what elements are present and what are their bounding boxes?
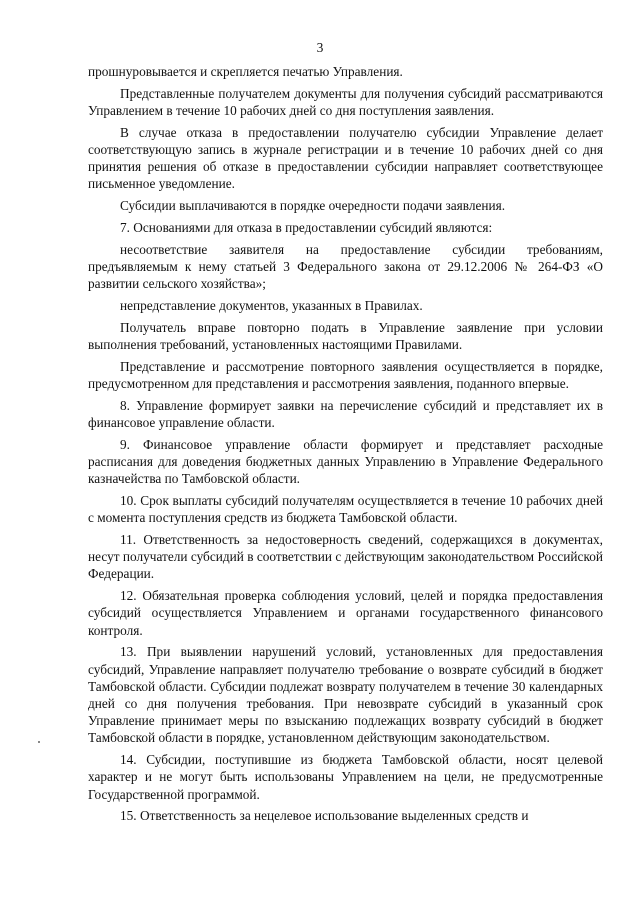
- paragraph: 11. Ответственность за недостоверность сведений, содержащихся в документах, несут получатели субсидий в соответствии с действующим законодательством Российской Федерации.: [88, 532, 603, 582]
- paragraph: 14. Субсидии, поступившие из бюджета Тамбовской области, носят целевой характер и не могут быть использованы Управлением на цели, не предусмотренные Государственной программой.: [88, 752, 603, 802]
- paragraph: несоответствие заявителя на предоставление субсидии требованиям, предъявляемым к нему статьей 3 Федерального закона от 29.12.2006 № 264-ФЗ «О развитии сельского хозяйства»;: [88, 241, 603, 292]
- paragraph: 15. Ответственность за нецелевое использование выделенных средств и: [120, 808, 529, 824]
- paragraph: непредставление документов, указанных в Правилах.: [120, 298, 423, 313]
- paragraph: Представленные получателем документы для получения субсидий рассматриваются Управлением в течение 10 рабочих дней со дня поступления заявления.: [88, 85, 603, 118]
- scan-speck: [38, 741, 40, 743]
- page-number: 3: [316, 40, 324, 55]
- paragraph: 9. Финансовое управление области формирует и представляет расходные расписания для доведения бюджетных данных Управлению в Управление Федерального казначейства по Тамбовской области.: [88, 436, 603, 487]
- paragraph: Субсидии выплачиваются в порядке очередности подачи заявления.: [120, 198, 506, 214]
- paragraph: В случае отказа в предоставлении получателю субсидии Управление делает соответствующую запись в журнале регистрации и в течение 10 рабочих дней со дня принятия решения об отказе в предоставлении субсидии направляет соответствующее письменное уведомление.: [88, 124, 603, 192]
- document-body: [88, 63, 603, 825]
- paragraph: 8. Управление формирует заявки на перечисление субсидий и представляет их в финансовое управление области.: [88, 397, 603, 430]
- paragraph: Представление и рассмотрение повторного заявления осуществляется в порядке, предусмотренном для представления и рассмотрения заявления, поданного впервые.: [88, 358, 603, 391]
- paragraph: прошнуровывается и скрепляется печатью Управления.: [88, 64, 403, 79]
- paragraph: 13. При выявлении нарушений условий, установленных для предоставления субсидий, Управление направляет получателю требование о возврате субсидий в бюджет Тамбовской области. Субсидии подлежат возврату получателем в течение 30 календарных дней со дня получения требования. При невозврате субсидий в указанный срок Управление принимает меры по взысканию подлежащих возврату субсидий в бюджет Тамбовской области в порядке, установленном действующим законодательством.: [88, 644, 603, 746]
- paragraph: 10. Срок выплаты субсидий получателям осуществляется в течение 10 рабочих дней с момента поступления средств из бюджета Тамбовской области.: [88, 493, 603, 526]
- paragraph: 12. Обязательная проверка соблюдения условий, целей и порядка предоставления субсидий осуществляется Управлением и органами государственного финансового контроля.: [88, 588, 603, 638]
- paragraph: Получатель вправе повторно подать в Управление заявление при условии выполнения требований, установленных настоящими Правилами.: [88, 319, 603, 352]
- paragraph: 7. Основаниями для отказа в предоставлении субсидий являются:: [120, 220, 493, 235]
